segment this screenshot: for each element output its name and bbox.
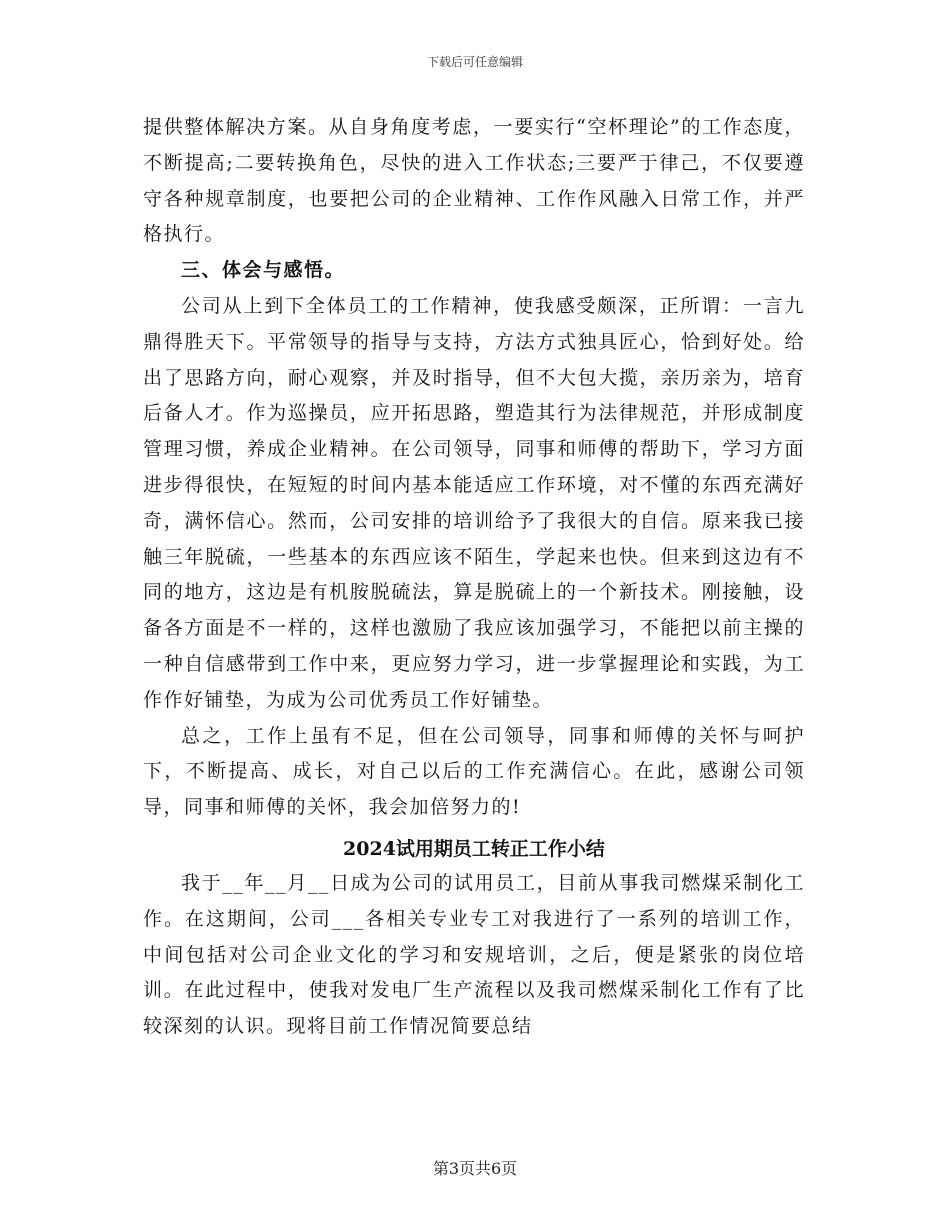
- section-heading: 三、体会与感悟。: [181, 259, 346, 282]
- paragraph-intro: 我于__年__月__日成为公司的试用员工，目前从事我司燃煤采制化工作。在这期间，公司___各相关专业专工对我进行了一系列的培训工作，中间包括对公司企业文化的学习和安规培训，之后，便是紧张的岗位培训。在此过程中，使我对发电厂生产流程以及我司燃煤采制化工作有了比较深刻的认识。现将目前工作情况简要总结: [143, 871, 805, 1038]
- document-title: 2024试用期员工转正工作小结: [343, 837, 605, 860]
- document-body: [143, 110, 805, 1045]
- paragraph-experience: 公司从上到下全体员工的工作精神，使我感受颇深，正所谓：一言九鼎得胜天下。平常领导的指导与支持，方法方式独具匠心，恰到好处。给出了思路方向，耐心观察，并及时指导，但不大包大揽，亲历亲为，培育后备人才。作为巡操员，应开拓思路，塑造其行为法律规范，并形成制度管理习惯，养成企业精神。在公司领导，同事和师傅的帮助下，学习方面进步得很快，在短短的时间内基本能适应工作环境，对不懂的东西充满好奇，满怀信心。然而，公司安排的培训给予了我很大的自信。原来我已接触三年脱硫，一些基本的东西应该不陌生，学起来也快。但来到这边有不同的地方，这边是有机胺脱硫法，算是脱硫上的一个新技术。刚接触，设备各方面是不一样的，这样也激励了我应该加强学习，不能把以前主操的一种自信感带到工作中来，更应努力学习，进一步掌握理论和实践，为工作作好铺垫，为成为公司优秀员工作好铺垫。: [143, 294, 805, 711]
- page-header-note: 下载后可任意编辑: [426, 55, 523, 69]
- page-number: 第3页共6页: [432, 1159, 518, 1178]
- paragraph-conclusion: 总之，工作上虽有不足，但在公司领导，同事和师傅的关怀与呵护下，不断提高、成长，对自己以后的工作充满信心。在此，感谢公司领导，同事和师傅的关怀，我会加倍努力的!: [143, 724, 805, 819]
- paragraph-continuation: 提供整体解决方案。从自身角度考虑，一要实行“空杯理论”的工作态度，不断提高;二要转换角色，尽快的进入工作状态;三要严于律己，不仅要遵守各种规章制度，也要把公司的企业精神、工作作风融入日常工作，并严格执行。: [143, 116, 805, 246]
